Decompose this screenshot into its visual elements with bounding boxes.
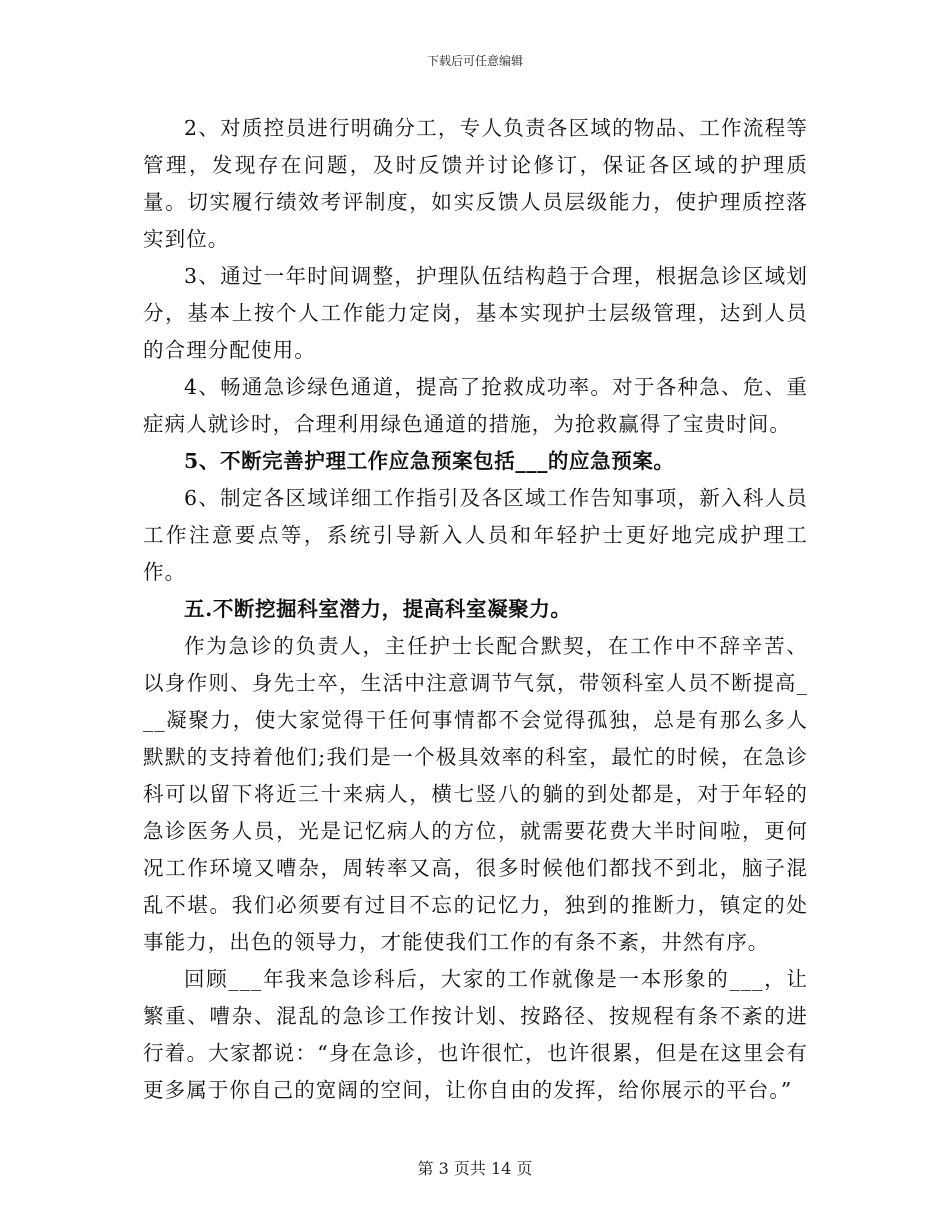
- page-number: 第 3 页共 14 页: [417, 1159, 533, 1178]
- document-body: [143, 110, 808, 1109]
- paragraph-item-4: 4、畅通急诊绿色通道，提高了抢救成功率。对于各种急、危、重症病人就诊时，合理利用绿色通道的措施，为抢救赢得了宝贵时间。: [143, 375, 808, 436]
- paragraph-item-6: 6、制定各区域详细工作指引及各区域工作告知事项，新入科人员工作注意要点等，系统引导新入人员和年轻护士更好地完成护理工作。: [143, 486, 808, 584]
- paragraph-item-2: 2、对质控员进行明确分工，专人负责各区域的物品、工作流程等管理，发现存在问题，及时反馈并讨论修订，保证各区域的护理质量。切实履行绩效考评制度，如实反馈人员层级能力，使护理质控落实到位。: [143, 116, 808, 251]
- section-heading-5: 五.不断挖掘科室潜力，提高科室凝聚力。: [184, 597, 572, 621]
- paragraph-item-5: 5、不断完善护理工作应急预案包括___的应急预案。: [184, 449, 675, 473]
- paragraph-item-3: 3、通过一年时间调整，护理队伍结构趋于合理，根据急诊区域划分，基本上按个人工作能力定岗，基本实现护士层级管理，达到人员的合理分配使用。: [143, 264, 808, 362]
- paragraph-leadership: 作为急诊的负责人，主任护士长配合默契，在工作中不辞辛苦、以身作则、身先士卒，生活中注意调节气氛，带领科室人员不断提高___凝聚力，使大家觉得干任何事情都不会觉得孤独，总是有那么多人默默的支持着他们;我们是一个极具效率的科室，最忙的时候，在急诊科可以留下将近三十来病人，横七竖八的躺的到处都是，对于年轻的急诊医务人员，光是记忆病人的方位，就需要花费大半时间啦，更何况工作环境又嘈杂，周转率又高，很多时候他们都找不到北，脑子混乱不堪。我们必须要有过目不忘的记忆力，独到的推断力，镇定的处事能力，出色的领导力，才能使我们工作的有条不紊，井然有序。: [143, 634, 808, 954]
- paragraph-review: 回顾___年我来急诊科后，大家的工作就像是一本形象的___，让繁重、嘈杂、混乱的急诊工作按计划、按路径、按规程有条不紊的进行着。大家都说：“身在急诊，也许很忙，也许很累，但是在这里会有更多属于你自己的宽阔的空间，让你自由的发挥，给你展示的平台。”: [143, 967, 808, 1102]
- page-header: 下载后可任意编辑: [426, 54, 523, 68]
